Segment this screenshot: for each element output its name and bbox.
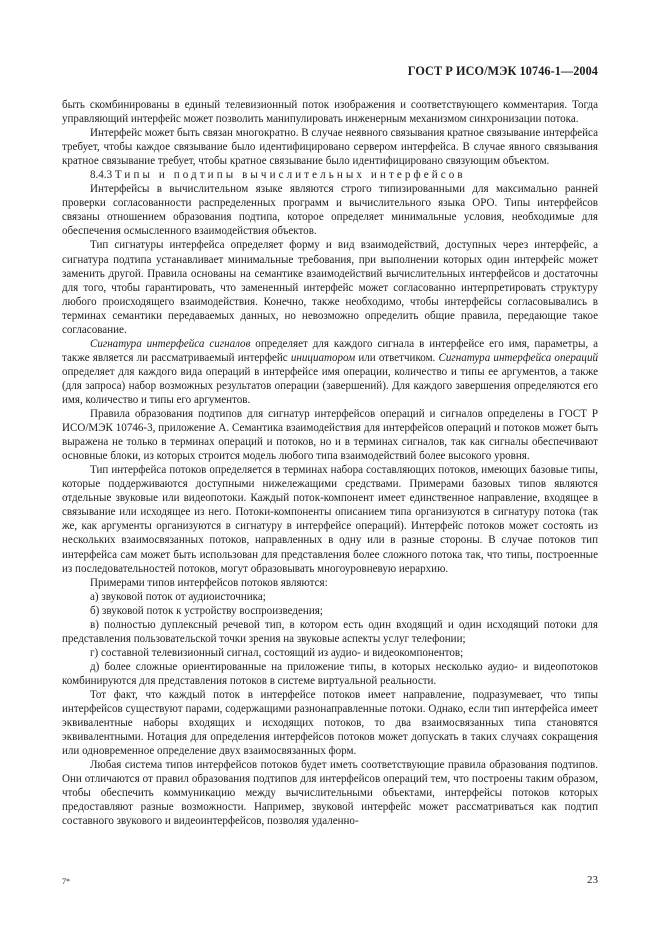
paragraph: Примерами типов интерфейсов потоков являются: [90, 576, 328, 589]
list-item: б) звуковой поток к устройству воспроизведения; [90, 604, 323, 617]
section-title: Типы и подтипы вычислительных интерфейсов [114, 169, 466, 182]
document-header: ГОСТ Р ИСО/МЭК 10746-1—2004 [407, 64, 598, 78]
paragraph: Интерфейс может быть связан многократно. В случае неявного связывания кратное связывание интерфейса требует, чтобы каждое связывание было идентифицировано сервером интерфейса. В случае явного связывания кратное связывание требует, чтобы кратное связывание было идентифицировано связующим объектом. [62, 127, 598, 168]
text-run: или ответчиком. [355, 351, 439, 364]
text-run: определяет для каждого вида операций в интерфейсе имя операции, количество и типы ее аргументов, а также (для запроса) набор возможных результатов операции (завершений). Для каждого завершения определяются его имя, количество и типы его аргументов. [62, 365, 598, 406]
section-number: 8.4.3 [90, 169, 113, 182]
paragraph: Тот факт, что каждый поток в интерфейсе потоков имеет направление, подразумевает, что типы интерфейсов существуют парами, содержащими разнонаправленные потоки. Однако, если тип интерфейса имеет эквивалентные наборы входящих и исходящих потоков, то два взаимосвязанных типа становятся эквивалентными. Нотация для определения интерфейсов потоков может допускать в таких случаях сокращения или одновременное определение двух взаимосвязанных форм. [62, 688, 598, 758]
list-item: г) составной телевизионный сигнал, состоящий из аудио- и видеокомпонентов; [90, 646, 464, 659]
paragraph: Тип интерфейса потоков определяется в терминах набора составляющих потоков, имеющих базовые типы, которые поддерживаются доступными нижележащими средствами. Примерами базовых типов являются отдельные звуковые или видеопотоки. Каждый поток-компонент имеет единственное направление, входящее в связывание или исходящее из него. Потоки-компоненты описанием типа организуются в сигнатуру потока (так же, как аргументы организуются в сигнатуру в интерфейсе операций). Интерфейс потоков может состоять из нескольких взаимосвязанных потоков, направленных в одну или в разные стороны. В случае потоков тип интерфейса сам может быть использован для представления более сложного потока так, что типы, построенные из последовательностей потоков, могут образовывать многоуровневую иерархию. [62, 464, 598, 575]
paragraph: Интерфейсы в вычислительном языке являются строго типизированными для максимально ранней проверки согласованности распределенных программ и вычислительного языка ОРО. Типы интерфейсов связаны отношением образования подтипа, которое определяет минимальные условия, необходимые для обеспечения осмысленного взаимодействия объектов. [62, 183, 598, 238]
term: инициатором [290, 351, 356, 364]
footer-signature-mark: 7* [62, 877, 70, 886]
paragraph: Правила образования подтипов для сигнатур интерфейсов операций и сигналов определены в ГОСТ Р ИСО/МЭК 10746-3, приложение А. Семантика взаимодействия для интерфейсов операций и потоков может быть выражена не только в терминах операций и потоков, но и в терминах сигналов, так как сигналы обеспечивают основные блоки, из которых строится модель любого типа взаимодействий более высокого уровня. [62, 408, 598, 463]
body-text [62, 98, 598, 828]
term: Сигнатура интерфейса сигналов [90, 337, 251, 350]
paragraph: быть скомбинированы в единый телевизионный поток изображения и соответствующего комментария. Тогда управляющий интерфейс может позволить манипулировать инженерным механизмом синхронизации потока. [62, 99, 598, 126]
term: Сигнатура интерфейса операций [438, 351, 598, 364]
paragraph: Тип сигнатуры интерфейса определяет форму и вид взаимодействий, доступных через интерфейс, а сигнатура подтипа устанавливает минимальные требования, при выполнении которых один интерфейс может заменить другой. Правила основаны на семантике взаимодействий вычислительных интерфейсов и достаточны для того, чтобы гарантировать, что замененный интерфейс может согласованно интерпретировать структуру любого происходящего взаимодействия. Конечно, также необходимо, чтобы интерфейсы согласовывались в терминах семантики передаваемых данных, но невозможно определить общие правила, передающие такое согласование. [62, 239, 598, 336]
list-item: а) звуковой поток от аудиоисточника; [90, 590, 266, 603]
page-number: 23 [587, 874, 598, 886]
text-run: определяет для каждого сигнала в интерфейсе его имя, параметры, а также является ли рассматриваемый интерфейс [62, 337, 598, 364]
paragraph: Любая система типов интерфейсов потоков будет иметь соответствующие правила образования подтипов. Они отличаются от правил образования подтипов для интерфейсов операций тем, что построены таким образом, чтобы обеспечить коммуникацию между вычислительными объектами, интерфейсы потоков которых предоставляют разные возможности. Например, звуковой интерфейс может рассматриваться как подтип составного звукового и видеоинтерфейсов, позволяя удаленно- [62, 759, 598, 828]
list-item: д) более сложные ориентированные на приложение типы, в которых несколько аудио- и видеопотоков комбинируются для представления потоков в системе виртуальной реальности. [62, 660, 598, 687]
section-heading [62, 168, 598, 182]
paragraph [62, 337, 598, 407]
list-item: в) полностью дуплексный речевой тип, в котором есть один входящий и один исходящий потоки для представления пользовательской точки зрения на звуковые аспекты услуг телефонии; [62, 618, 598, 645]
